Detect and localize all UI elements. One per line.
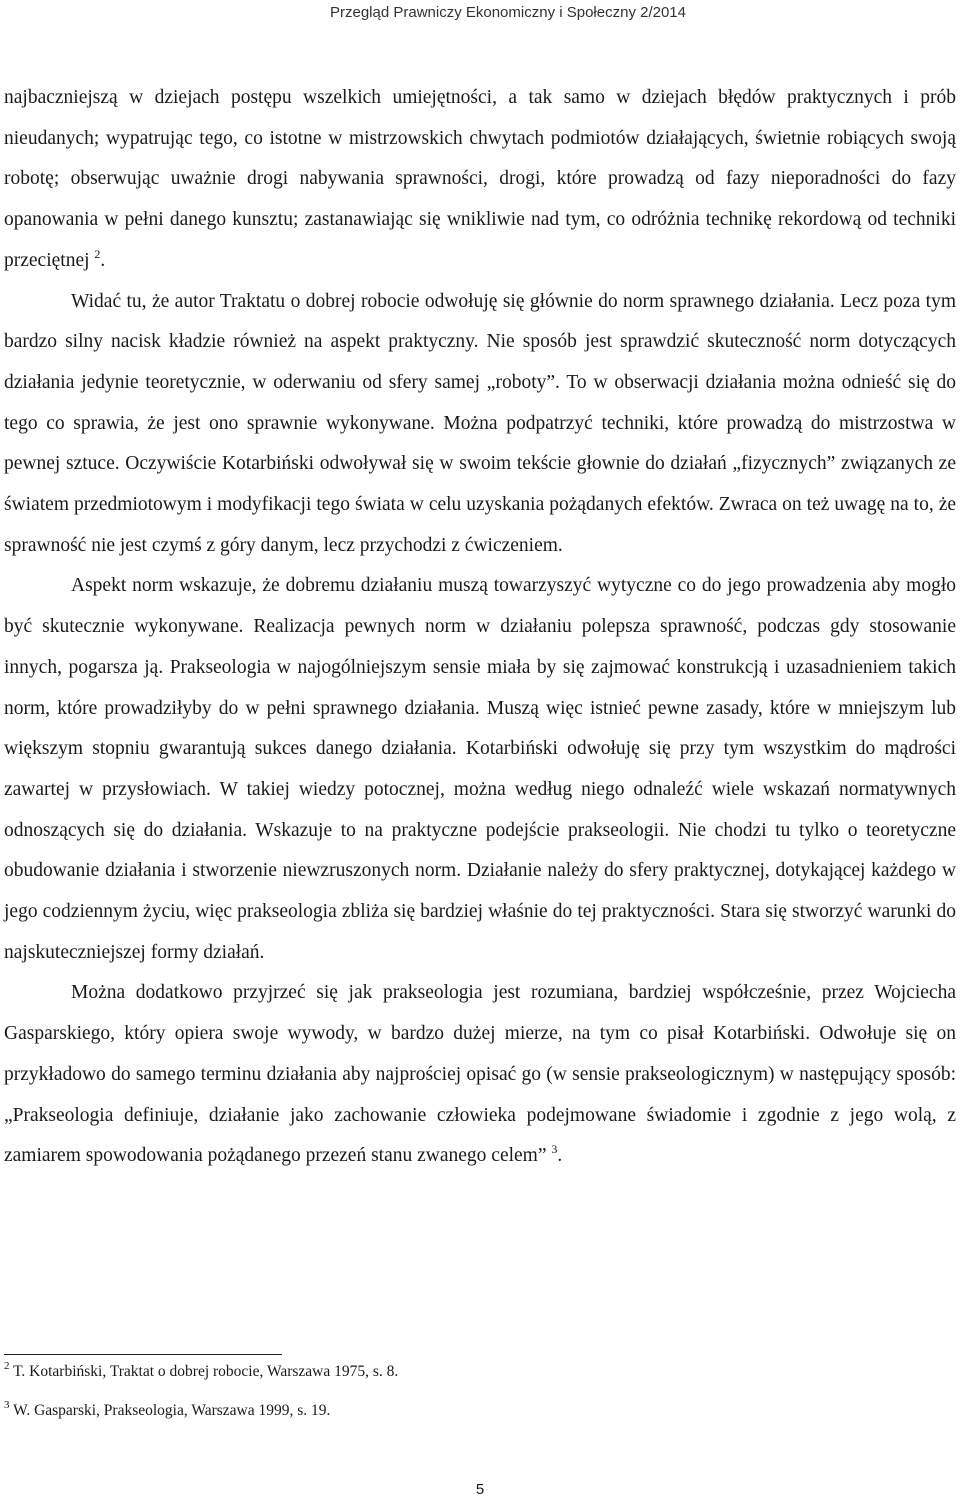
footnote-separator — [4, 1354, 282, 1355]
body-text — [4, 78, 956, 1177]
footnotes — [4, 1362, 904, 1421]
footnote-number: 3 — [4, 1399, 10, 1411]
footnote-text: W. Gasparski, Prakseologia, Warszawa 1999, s. 19. — [13, 1402, 331, 1419]
paragraph — [4, 282, 956, 567]
footnote — [4, 1401, 904, 1421]
paragraph-text: Widać tu, że autor Traktatu o dobrej robocie odwołuję się głównie do norm sprawnego działania. Lecz poza tym bardzo silny nacisk kładzie również na aspekt praktyczny. Nie sposób jest sprawdzić skuteczność norm dotyczących działania jedynie teoretycznie, w oderwaniu od sfery samej „roboty”. To w obserwacji działania można odnieść się do tego co sprawia, że jest ono sprawnie wykonywane. Można podpatrzyć techniki, które prowadzą do mistrzostwa w pewnej sztuce. Oczywiście Kotarbiński odwoływał się w swoim tekście głownie do działań „fizycznych” związanych ze światem przedmiotowym i modyfikacji tego świata w celu uzyskania pożądanych efektów. Zwraca on też uwagę na to, że sprawność nie jest czymś z góry danym, lecz przychodzi z ćwiczeniem. — [4, 290, 956, 556]
running-head: Przegląd Prawniczy Ekonomiczny i Społeczny 2/2014 — [329, 4, 686, 21]
paragraph — [4, 78, 956, 282]
paragraph-tail: . — [557, 1145, 563, 1167]
footnote-text: T. Kotarbiński, Traktat o dobrej robocie, Warszawa 1975, s. 8. — [13, 1363, 399, 1380]
paragraph-text: najbaczniejszą w dziejach postępu wszelkich umiejętności, a tak samo w dziejach błędów praktycznych i prób nieudanych; wypatrując tego, co istotne w mistrzowskich chwytach podmiotów działających, świetnie robiących swoją robotę; obserwując uważnie drogi nabywania sprawności, drogi, które prowadzą od fazy nieporadności do fazy opanowania w pełni danego kunsztu; zastanawiając się wnikliwie nad tym, co odróżnia technikę rekordową od techniki przeciętnej — [4, 87, 956, 271]
footnote-reference: 3 — [551, 1142, 558, 1157]
paragraph — [4, 973, 956, 1177]
footnote-reference: 2 — [94, 246, 101, 261]
footnote — [4, 1362, 904, 1382]
paragraph — [4, 566, 956, 973]
footnote-number: 2 — [4, 1360, 10, 1372]
page-number: 5 — [475, 1481, 485, 1498]
paragraph-text: Można dodatkowo przyjrzeć się jak prakseologia jest rozumiana, bardziej współcześnie, przez Wojciecha Gasparskiego, który opiera swoje wywody, w bardzo dużej mierze, na tym co pisał Kotarbiński. Odwołuje się on przykładowo do samego terminu działania aby najprościej opisać go (w sensie prakseologicznym) w następujący sposób: „Prakseologia definiuje, działanie jako zachowanie człowieka podejmowane świadomie i zgodnie z jego wolą, z zamiarem spowodowania pożądanego przezeń stanu zwanego celem” — [4, 982, 956, 1167]
paragraph-tail: . — [100, 249, 106, 271]
paragraph-text: Aspekt norm wskazuje, że dobremu działaniu muszą towarzyszyć wytyczne co do jego prowadzenia aby mogło być skutecznie wykonywane. Realizacja pewnych norm w działaniu polepsza sprawność, podczas gdy stosowanie innych, pogarsza ją. Prakseologia w najogólniejszym sensie miała by się zajmować konstrukcją i uzasadnieniem takich norm, które prowadziłyby do w pełni sprawnego działania. Muszą więc istnieć pewne zasady, które w mniejszym lub większym stopniu gwarantują sukces danego działania. Kotarbiński odwołuję się przy tym wszystkim do mądrości zawartej w przysłowiach. W takiej wiedzy potocznej, można według niego odnaleźć wiele wskazań normatywnych odnoszących się do działania. Wskazuje to na praktyczne podejście prakseologii. Nie chodzi tu tylko o teoretyczne obudowanie działania i stworzenie niewzruszonych norm. Działanie należy do sfery praktycznej, dotykającej każdego w jego codziennym życiu, więc prakseologia zbliża się bardziej właśnie do tej praktyczności. Stara się stworzyć warunki do najskuteczniejszej formy działań. — [4, 575, 956, 963]
